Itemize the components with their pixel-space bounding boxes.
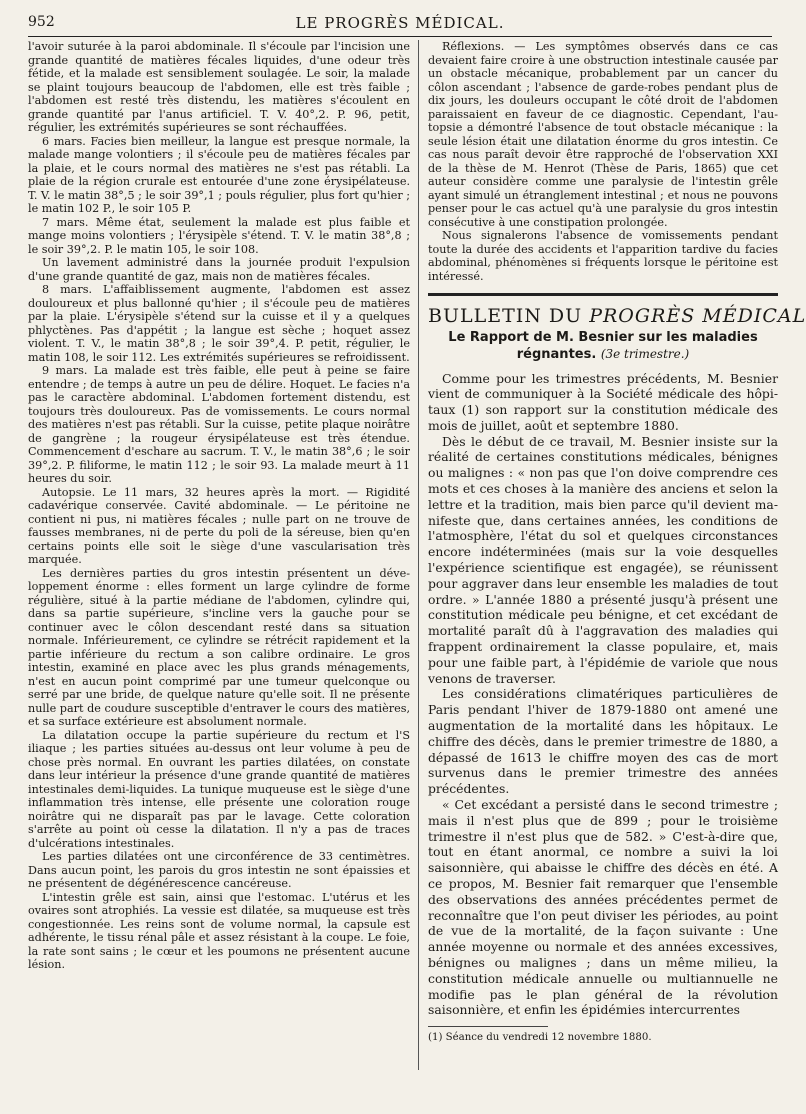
paragraph: 7 mars. Même état, seulement la malade est plus faible et mange moins volontiers ; l'érysipèle s'étend. T. V. le matin 38°,8 ; le soir 39°,2. P. le matin 105, le soir 108. <box>28 215 410 256</box>
page-number: 952 <box>28 14 55 30</box>
article-subtitle: (3e trimestre.) <box>600 346 690 361</box>
article-body <box>428 371 778 1019</box>
footnote-rule <box>428 1026 548 1027</box>
article-title-text: Le Rapport de M. Besnier sur les maladies régnantes. <box>448 329 758 362</box>
paragraph: Réflexions. — Les symptômes observés dans ce cas devaient faire croire à une obstruction intestinale causée par un obstacle mécanique, probablement par un cancer du côlon ascendant ; l'absence de garde-robes pendant plus de dix jours, les douleurs occupant le côté droit de l'abdomen paraissaient en faveur de ce diagnostic. Cependant, l'autopsie a démontré l'absence de tout obstacle mécanique : la seule lésion était une dilatation énorme du gros intestin. Ce cas nous paraît devoir être rapproché de l'observation XXI de la thèse de M. Henrot (Thèse de Paris, 1865) que cet auteur considère comme une paralysie de l'intestin grêle ayant simulé un étranglement intestinal ; et nous ne pouvons penser pour le cas actuel qu'à une paralysie du gros intestin consécutive à une constipation prolongée. <box>428 40 778 229</box>
paragraph: Un lavement administré dans la journée produit l'expulsion d'une grande quantité de gaz, mais non de matières fécales. <box>28 256 410 283</box>
section-rule <box>428 293 778 296</box>
column-divider <box>418 40 419 1070</box>
bulletin-title-plain: BULLETIN DU <box>428 305 590 327</box>
paragraph: 8 mars. L'affaiblissement augmente, l'abdomen est assez douloureux et plus ballonné qu'hier ; il s'écoule peu de matières par la plaie. L'érysipèle s'étend sur la cuisse et il y a quelques phlyctènes. Pas d'appétit ; la langue est sèche ; hoquet assez violent. T. V., le matin 38°,8 ; le soir 39°,4. P. petit, régulier, le matin 108, le soir 112. Les extrémités supérieures se refroidissent. <box>28 283 410 364</box>
article-title <box>428 330 778 363</box>
paragraph: 9 mars. La malade est très faible, elle peut à peine se faire entendre ; de temps à autre un peu de délire. Hoquet. Le facies n'a pas le caractère abdominal. L'abdomen fortement distendu, est toujours très douloureux. Pas de vomissements. Le cours normal des matières n'est pas rétabli. Sur la cuisse, petite plaque noirâtre de gangrène ; la rougeur érysipélateuse est très étendue. Commencement d'eschare au sacrum. T. V., le matin 38°,6 ; le soir 39°,2. P. filiforme, le matin 112 ; le soir 93. La malade meurt à 11 heures du soir. <box>28 364 410 485</box>
paragraph: La dilatation occupe la partie supérieure du rectum et l'S iliaque ; les parties situées au-dessus ont leur volume à peu de chose près normal. En ouvrant les parties dilatées, on constate dans leur intérieur la présence d'une grande quantité de matières intestinales demi-liquides. La tunique muqueuse est le siège d'une inflammation très intense, elle présente une coloration rouge noirâtre qui ne disparaît pas par le lavage. Cette coloration s'arrête au point où cesse la dilatation. Il n'y a pas de traces d'ulcérations intestinales. <box>28 728 410 850</box>
bulletin-title <box>428 305 806 327</box>
paragraph: l'avoir suturée à la paroi abdominale. Il s'écoule par l'incision une grande quantité de matières fécales liquides, d'une odeur très fétide, et la malade est sensiblement soulagée. Le soir, la malade se plaint toujours beaucoup de l'abdomen, elle est très faible ; l'abdomen est resté très distendu, les matières s'écoulent en grande quantité par l'anus artificiel. T. V. 40°,2. P. 96, petit, régulier, les extrémités supérieures se sont réchauffées. <box>28 40 410 134</box>
paragraph: Autopsie. Le 11 mars, 32 heures après la mort. — Rigidité cadavérique conservée. Cavité abdominale. — Le péritoine ne contient ni pus, ni matières fécales ; nulle part on ne trouve de fausses membranes, ni de perte du poli de la séreuse, bien qu'en certains points elle soit le siège d'une vascularisation très marquée. <box>28 485 410 566</box>
right-column <box>428 40 806 1100</box>
footnote: (1) Séance du vendredi 12 novembre 1880. <box>428 1032 652 1044</box>
bulletin-title-italic: PROGRÈS MÉDICAL <box>589 305 806 327</box>
paragraph: Les considérations climatériques particulières de Paris pendant l'hiver de 1879-1880 ont amené une augmentation de la mortalité dans les hôpitaux. Le chiffre des décès, dans le premier trimestre de 1880, a dépassé de 1613 le chiffre moyen des cas de mort survenus dans le premier trimestre des années précédentes. <box>428 686 778 797</box>
paragraph: Dès le début de ce travail, M. Besnier insiste sur la réalité de certaines constitutions médicales, bénignes ou malignes : « non pas que l'on doive comprendre ces mots et ces choses à la manière des anciens et selon la lettre et la tradition, mais bien parce qu'il devient manifeste que, dans certaines années, les conditions de l'atmosphère, l'état du sol et quelques circonstances encore indéterminées (mais sur la voie desquelles l'expérience scientifique est engagée), se réunissent pour aggraver dans leur ensemble les maladies de tout ordre. » L'année 1880 a présenté jusqu'à présent une constitution médicale peu bénigne, et cet excédant de mortalité paraît dû à l'aggravation des maladies qui frappent ordinairement la classe populaire, et, mais pour une faible part, à l'épidémie de variole que nous venons de traverser. <box>428 433 778 686</box>
left-column <box>28 40 410 1100</box>
paragraph: Les dernières parties du gros intestin présentent un développement énorme : elles forment un large cylindre de forme régulière, situé à la partie médiane de l'abdomen, cylindre qui, dans sa partie supérieure, s'incline vers la gauche pour se continuer avec le côlon descendant resté dans sa situation normale. Inférieurement, ce cylindre se rétrécit rapidement et la partie inférieure du rectum a son calibre ordinaire. Le gros intestin, examiné en place avec les plus grands ménagements, n'est en aucun point comprimé par une tumeur quelconque ou serré par une bride, de quelque nature qu'elle soit. Il ne présente nulle part de coudure susceptible d'entraver le cours des matières, et sa surface extérieure est absolument normale. <box>28 566 410 728</box>
running-header <box>28 12 772 37</box>
paragraph: Nous signalerons l'absence de vomissements pendant toute la durée des accidents et l'apparition tardive du facies abdominal, phénomènes si fréquents lorsque le péritoine est intéressé. <box>428 229 778 283</box>
paragraph: Comme pour les trimestres précédents, M. Besnier vient de communiquer à la Société médicale des hôpitaux (1) son rapport sur la constitution médicale des mois de juillet, août et septembre 1880. <box>428 370 778 433</box>
journal-title: LE PROGRÈS MÉDICAL. <box>295 14 505 32</box>
paragraph: L'intestin grêle est sain, ainsi que l'estomac. L'utérus et les ovaires sont atrophiés. La vessie est dilatée, sa muqueuse est très congestionnée. Les reins sont de volume normal, la capsule est adhérente, le tissu rénal pâle et assez résistant à la coupe. Le foie, la rate sont sains ; le cœur et les poumons ne présentent aucune lésion. <box>28 890 410 971</box>
paragraph: 6 mars. Facies bien meilleur, la langue est presque normale, la malade mange volontiers ; il s'écoule peu de matières fécales par la plaie, et le cours normal des matières ne s'est pas rétabli. La plaie de la région crurale est entourée d'une zone érysipélateuse. T. V. le matin 38°,5 ; le soir 39°,1 ; pouls régulier, plus fort qu'hier ; le matin 102 P., le soir 105 P. <box>28 134 410 215</box>
paragraph: « Cet excédant a persisté dans le second trimestre ; mais il n'est plus que de 899 ; pour le troisième trimestre il n'est plus que de 582. » C'est-à-dire que, tout en étant anormal, ce nombre a suivi la loi saisonnière, qui abaisse le chiffre des décès en été. A ce propos, M. Besnier fait remarquer que l'ensemble des observations des années précédentes permet de reconnaître que l'on peut diviser les périodes, au point de vue de la mortalité, de la façon suivante : Une année moyenne ou normale et des années excessives, bénignes ou malignes ; dans un même milieu, la constitution médicale annuelle ou multiannuelle ne modifie pas le plan général de la révolution saisonnière, et enfin les épidémies intercurrentes <box>428 797 778 1018</box>
paragraph: Les parties dilatées ont une circonférence de 33 centimètres. Dans aucun point, les parois du gros intestin ne sont épaissies et ne présentent de dégénérescence cancéreuse. <box>28 850 410 890</box>
